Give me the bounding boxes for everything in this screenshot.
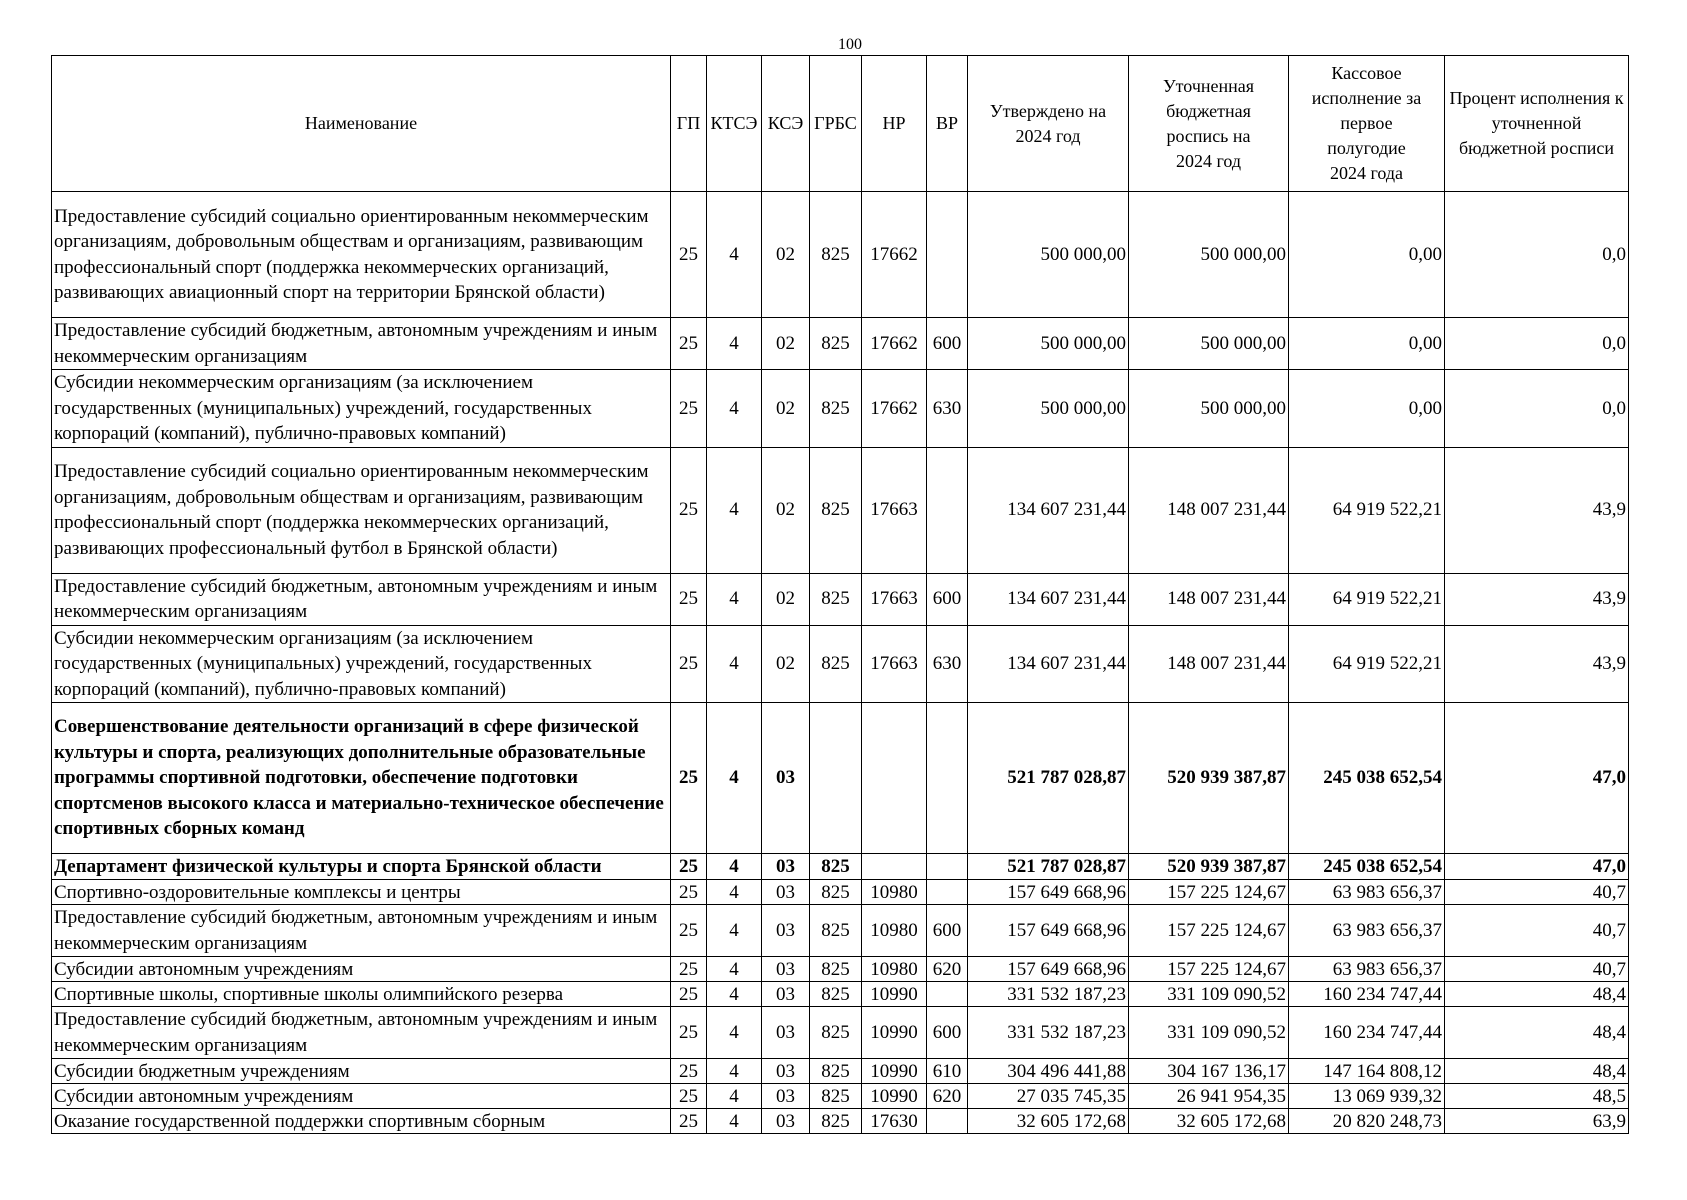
cell-grbs: 825 <box>810 1007 862 1059</box>
cell-cash: 63 983 656,37 <box>1289 880 1445 905</box>
cell-refined: 157 225 124,67 <box>1129 957 1289 982</box>
cell-percent: 48,4 <box>1445 982 1629 1007</box>
cell-nr: 17663 <box>862 625 927 703</box>
header-nr: НР <box>862 56 927 192</box>
cell-name: Субсидии некоммерческим организациям (за исключением государственных (муниципальных) учреждений, государственных корпораций (компаний), публично-правовых компаний) <box>52 625 671 703</box>
cell-ktse: 4 <box>707 854 762 880</box>
cell-gp: 25 <box>671 905 707 957</box>
cell-cash: 64 919 522,21 <box>1289 573 1445 625</box>
cell-vr <box>927 703 968 854</box>
header-approved: Утверждено на 2024 год <box>968 56 1129 192</box>
header-grbs: ГРБС <box>810 56 862 192</box>
table-header <box>52 56 1629 192</box>
header-refined: Уточненная бюджетная роспись на 2024 год <box>1129 56 1289 192</box>
cell-name: Оказание государственной поддержки спортивным сборным <box>52 1109 671 1134</box>
table-row <box>52 318 1629 370</box>
cell-grbs: 825 <box>810 905 862 957</box>
cell-name: Предоставление субсидий социально ориентированным некоммерческим организациям, добровольным обществам и организациям, развивающим профессиональный спорт (поддержка некоммерческих организаций, развивающих профессиональный футбол в Брянской области) <box>52 447 671 573</box>
cell-percent: 48,5 <box>1445 1084 1629 1109</box>
cell-percent: 0,0 <box>1445 318 1629 370</box>
cell-vr: 620 <box>927 957 968 982</box>
cell-vr: 600 <box>927 573 968 625</box>
cell-name: Субсидии автономным учреждениям <box>52 1084 671 1109</box>
table-row <box>52 573 1629 625</box>
cell-kse: 02 <box>762 318 810 370</box>
table-row <box>52 1084 1629 1109</box>
cell-percent: 43,9 <box>1445 625 1629 703</box>
cell-grbs: 825 <box>810 370 862 448</box>
cell-ktse: 4 <box>707 318 762 370</box>
cell-refined: 157 225 124,67 <box>1129 880 1289 905</box>
cell-gp: 25 <box>671 447 707 573</box>
cell-ktse: 4 <box>707 192 762 318</box>
cell-approved: 157 649 668,96 <box>968 880 1129 905</box>
cell-name: Предоставление субсидий бюджетным, автономным учреждениям и иным некоммерческим организациям <box>52 318 671 370</box>
cell-nr: 10980 <box>862 957 927 982</box>
cell-kse: 03 <box>762 1059 810 1084</box>
cell-refined: 500 000,00 <box>1129 192 1289 318</box>
cell-percent: 63,9 <box>1445 1109 1629 1134</box>
cell-approved: 331 532 187,23 <box>968 982 1129 1007</box>
cell-nr: 10980 <box>862 880 927 905</box>
cell-approved: 500 000,00 <box>968 318 1129 370</box>
cell-vr <box>927 192 968 318</box>
cell-grbs: 825 <box>810 318 862 370</box>
cell-nr <box>862 854 927 880</box>
cell-gp: 25 <box>671 1059 707 1084</box>
cell-vr <box>927 447 968 573</box>
cell-ktse: 4 <box>707 625 762 703</box>
cell-name: Предоставление субсидий бюджетным, автономным учреждениям и иным некоммерческим организациям <box>52 1007 671 1059</box>
cell-kse: 02 <box>762 625 810 703</box>
cell-percent: 47,0 <box>1445 854 1629 880</box>
cell-ktse: 4 <box>707 1007 762 1059</box>
cell-cash: 20 820 248,73 <box>1289 1109 1445 1134</box>
cell-vr: 600 <box>927 1007 968 1059</box>
cell-approved: 134 607 231,44 <box>968 573 1129 625</box>
cell-name: Субсидии бюджетным учреждениям <box>52 1059 671 1084</box>
cell-cash: 64 919 522,21 <box>1289 625 1445 703</box>
cell-kse: 02 <box>762 573 810 625</box>
cell-gp: 25 <box>671 703 707 854</box>
cell-ktse: 4 <box>707 957 762 982</box>
cell-refined: 331 109 090,52 <box>1129 1007 1289 1059</box>
cell-approved: 521 787 028,87 <box>968 854 1129 880</box>
cell-gp: 25 <box>671 192 707 318</box>
cell-gp: 25 <box>671 573 707 625</box>
cell-percent: 43,9 <box>1445 573 1629 625</box>
cell-nr: 17662 <box>862 370 927 448</box>
cell-percent: 43,9 <box>1445 447 1629 573</box>
cell-refined: 500 000,00 <box>1129 318 1289 370</box>
cell-refined: 148 007 231,44 <box>1129 625 1289 703</box>
table-row <box>52 854 1629 880</box>
cell-name: Субсидии автономным учреждениям <box>52 957 671 982</box>
cell-approved: 32 605 172,68 <box>968 1109 1129 1134</box>
cell-ktse: 4 <box>707 982 762 1007</box>
cell-refined: 26 941 954,35 <box>1129 1084 1289 1109</box>
cell-grbs: 825 <box>810 854 862 880</box>
cell-refined: 32 605 172,68 <box>1129 1109 1289 1134</box>
cell-refined: 331 109 090,52 <box>1129 982 1289 1007</box>
cell-vr: 600 <box>927 905 968 957</box>
cell-nr: 10980 <box>862 905 927 957</box>
cell-nr: 10990 <box>862 1007 927 1059</box>
cell-cash: 63 983 656,37 <box>1289 957 1445 982</box>
cell-ktse: 4 <box>707 1109 762 1134</box>
cell-approved: 304 496 441,88 <box>968 1059 1129 1084</box>
table-row <box>52 905 1629 957</box>
cell-grbs: 825 <box>810 1084 862 1109</box>
cell-percent: 0,0 <box>1445 192 1629 318</box>
cell-grbs: 825 <box>810 573 862 625</box>
table-row <box>52 447 1629 573</box>
cell-grbs: 825 <box>810 625 862 703</box>
cell-grbs: 825 <box>810 1059 862 1084</box>
cell-vr <box>927 854 968 880</box>
cell-kse: 02 <box>762 370 810 448</box>
cell-name: Совершенствование деятельности организаций в сфере физической культуры и спорта, реализующих дополнительные образовательные программы спортивной подготовки, обеспечение подготовки спортсменов высокого класса и материально-техническое обеспечение спортивных сборных команд <box>52 703 671 854</box>
cell-nr: 17663 <box>862 447 927 573</box>
cell-vr: 620 <box>927 1084 968 1109</box>
cell-grbs: 825 <box>810 447 862 573</box>
cell-grbs: 825 <box>810 1109 862 1134</box>
cell-vr <box>927 1109 968 1134</box>
cell-kse: 03 <box>762 905 810 957</box>
cell-gp: 25 <box>671 1084 707 1109</box>
cell-grbs: 825 <box>810 192 862 318</box>
cell-percent: 40,7 <box>1445 905 1629 957</box>
table-row <box>52 982 1629 1007</box>
cell-ktse: 4 <box>707 1084 762 1109</box>
cell-refined: 157 225 124,67 <box>1129 905 1289 957</box>
cell-gp: 25 <box>671 982 707 1007</box>
cell-kse: 03 <box>762 1007 810 1059</box>
cell-approved: 134 607 231,44 <box>968 625 1129 703</box>
cell-grbs <box>810 703 862 854</box>
cell-cash: 13 069 939,32 <box>1289 1084 1445 1109</box>
cell-cash: 0,00 <box>1289 370 1445 448</box>
cell-nr: 10990 <box>862 1059 927 1084</box>
cell-name: Спортивно-оздоровительные комплексы и центры <box>52 880 671 905</box>
cell-refined: 520 939 387,87 <box>1129 854 1289 880</box>
table-row <box>52 1059 1629 1084</box>
table-row <box>52 1109 1629 1134</box>
table-row <box>52 957 1629 982</box>
cell-cash: 64 919 522,21 <box>1289 447 1445 573</box>
cell-cash: 245 038 652,54 <box>1289 703 1445 854</box>
cell-refined: 148 007 231,44 <box>1129 447 1289 573</box>
cell-refined: 500 000,00 <box>1129 370 1289 448</box>
cell-ktse: 4 <box>707 370 762 448</box>
cell-nr <box>862 703 927 854</box>
cell-grbs: 825 <box>810 957 862 982</box>
cell-vr: 630 <box>927 625 968 703</box>
cell-gp: 25 <box>671 625 707 703</box>
cell-approved: 500 000,00 <box>968 370 1129 448</box>
cell-cash: 245 038 652,54 <box>1289 854 1445 880</box>
cell-percent: 40,7 <box>1445 957 1629 982</box>
table-row <box>52 625 1629 703</box>
cell-cash: 147 164 808,12 <box>1289 1059 1445 1084</box>
cell-vr <box>927 982 968 1007</box>
cell-ktse: 4 <box>707 703 762 854</box>
cell-nr: 10990 <box>862 1084 927 1109</box>
cell-gp: 25 <box>671 318 707 370</box>
table-row <box>52 880 1629 905</box>
page-number: 100 <box>838 36 862 53</box>
header-ktse: КТСЭ <box>707 56 762 192</box>
cell-percent: 40,7 <box>1445 880 1629 905</box>
header-percent: Процент исполнения к уточненной бюджетной росписи <box>1445 56 1629 192</box>
cell-approved: 157 649 668,96 <box>968 905 1129 957</box>
cell-kse: 03 <box>762 880 810 905</box>
cell-kse: 03 <box>762 1109 810 1134</box>
cell-vr: 600 <box>927 318 968 370</box>
cell-kse: 02 <box>762 192 810 318</box>
cell-kse: 02 <box>762 447 810 573</box>
table-row <box>52 703 1629 854</box>
cell-approved: 157 649 668,96 <box>968 957 1129 982</box>
cell-kse: 03 <box>762 957 810 982</box>
cell-vr: 630 <box>927 370 968 448</box>
cell-ktse: 4 <box>707 905 762 957</box>
cell-percent: 48,4 <box>1445 1007 1629 1059</box>
cell-cash: 0,00 <box>1289 318 1445 370</box>
cell-nr: 17662 <box>862 192 927 318</box>
cell-grbs: 825 <box>810 982 862 1007</box>
table-row <box>52 192 1629 318</box>
cell-approved: 27 035 745,35 <box>968 1084 1129 1109</box>
cell-kse: 03 <box>762 1084 810 1109</box>
cell-ktse: 4 <box>707 1059 762 1084</box>
cell-ktse: 4 <box>707 447 762 573</box>
cell-name: Субсидии некоммерческим организациям (за исключением государственных (муниципальных) учреждений, государственных корпораций (компаний), публично-правовых компаний) <box>52 370 671 448</box>
cell-cash: 160 234 747,44 <box>1289 1007 1445 1059</box>
cell-nr: 17663 <box>862 573 927 625</box>
cell-nr: 10990 <box>862 982 927 1007</box>
cell-name: Спортивные школы, спортивные школы олимпийского резерва <box>52 982 671 1007</box>
header-kse: КСЭ <box>762 56 810 192</box>
cell-vr: 610 <box>927 1059 968 1084</box>
header-cash: Кассовое исполнение за первое полугодие 2024 года <box>1289 56 1445 192</box>
cell-approved: 331 532 187,23 <box>968 1007 1129 1059</box>
cell-gp: 25 <box>671 1007 707 1059</box>
cell-approved: 500 000,00 <box>968 192 1129 318</box>
cell-refined: 304 167 136,17 <box>1129 1059 1289 1084</box>
cell-grbs: 825 <box>810 880 862 905</box>
cell-percent: 0,0 <box>1445 370 1629 448</box>
cell-refined: 148 007 231,44 <box>1129 573 1289 625</box>
cell-name: Предоставление субсидий бюджетным, автономным учреждениям и иным некоммерческим организациям <box>52 905 671 957</box>
table-row <box>52 1007 1629 1059</box>
cell-cash: 160 234 747,44 <box>1289 982 1445 1007</box>
cell-gp: 25 <box>671 880 707 905</box>
cell-percent: 47,0 <box>1445 703 1629 854</box>
cell-gp: 25 <box>671 854 707 880</box>
table-row <box>52 370 1629 448</box>
cell-approved: 134 607 231,44 <box>968 447 1129 573</box>
cell-gp: 25 <box>671 1109 707 1134</box>
cell-gp: 25 <box>671 370 707 448</box>
cell-ktse: 4 <box>707 573 762 625</box>
header-name: Наименование <box>52 56 671 192</box>
cell-name: Департамент физической культуры и спорта Брянской области <box>52 854 671 880</box>
cell-gp: 25 <box>671 957 707 982</box>
cell-nr: 17630 <box>862 1109 927 1134</box>
cell-approved: 521 787 028,87 <box>968 703 1129 854</box>
cell-kse: 03 <box>762 854 810 880</box>
table-body <box>52 192 1629 1134</box>
cell-name: Предоставление субсидий бюджетным, автономным учреждениям и иным некоммерческим организациям <box>52 573 671 625</box>
cell-kse: 03 <box>762 982 810 1007</box>
cell-cash: 63 983 656,37 <box>1289 905 1445 957</box>
cell-refined: 520 939 387,87 <box>1129 703 1289 854</box>
header-gp: ГП <box>671 56 707 192</box>
cell-percent: 48,4 <box>1445 1059 1629 1084</box>
cell-nr: 17662 <box>862 318 927 370</box>
cell-vr <box>927 880 968 905</box>
cell-kse: 03 <box>762 703 810 854</box>
header-vr: ВР <box>927 56 968 192</box>
cell-cash: 0,00 <box>1289 192 1445 318</box>
budget-table <box>51 55 1629 1134</box>
cell-ktse: 4 <box>707 880 762 905</box>
cell-name: Предоставление субсидий социально ориентированным некоммерческим организациям, добровольным обществам и организациям, развивающим профессиональный спорт (поддержка некоммерческих организаций, развивающих авиационный спорт на территории Брянской области) <box>52 192 671 318</box>
